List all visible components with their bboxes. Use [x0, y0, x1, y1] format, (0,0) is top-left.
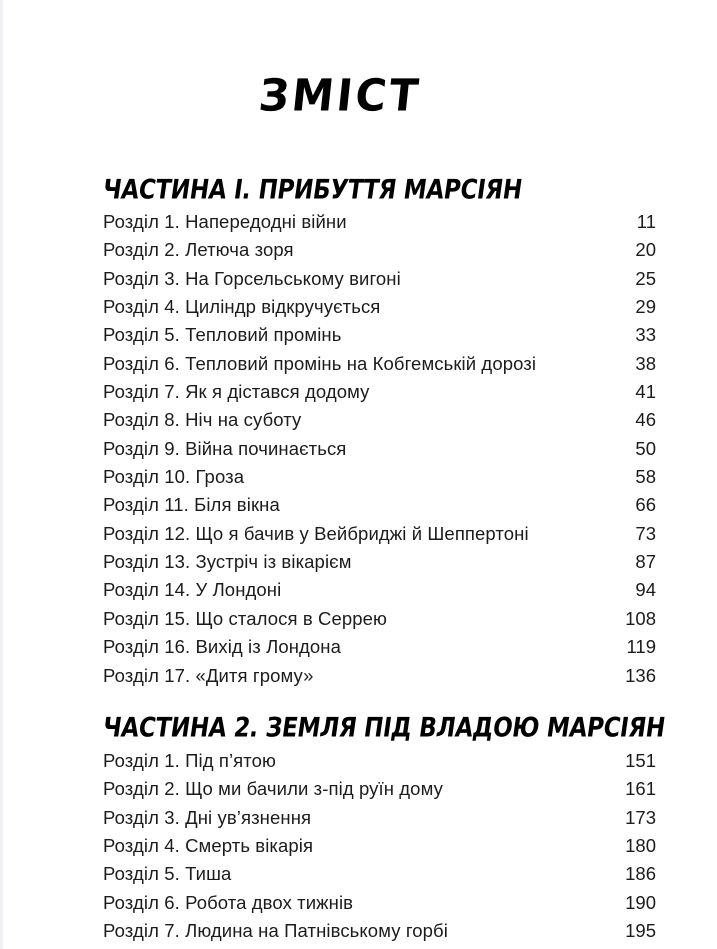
chapter-title: Розділ 2. Що ми бачили з-під руїн дому — [103, 778, 443, 800]
chapter-title: Розділ 10. Гроза — [103, 466, 245, 488]
toc-page — [100, 0, 668, 949]
chapter-page-number: 50 — [635, 437, 656, 459]
toc-entry[interactable] — [103, 463, 656, 491]
chapter-page-number: 38 — [635, 352, 656, 374]
chapter-page-number: 119 — [626, 636, 656, 658]
chapter-title: Розділ 9. Війна починається — [103, 437, 347, 459]
toc-entry[interactable] — [103, 265, 656, 293]
chapter-page-number: 33 — [635, 324, 656, 346]
chapter-page-number: 173 — [625, 806, 656, 828]
chapter-page-number: 66 — [635, 494, 656, 516]
chapter-page-number: 46 — [635, 409, 656, 431]
chapter-title: Розділ 11. Біля вікна — [103, 494, 280, 516]
toc-entry[interactable] — [103, 548, 656, 576]
toc-entry[interactable] — [103, 747, 656, 775]
chapter-page-number: 180 — [625, 835, 656, 857]
toc-entry[interactable] — [103, 350, 656, 378]
toc-entry[interactable] — [103, 576, 656, 604]
chapter-title: Розділ 16. Вихід із Лондона — [103, 636, 342, 658]
chapter-page-number: 20 — [635, 239, 656, 261]
chapter-page-number: 29 — [635, 296, 656, 318]
chapter-page-number: 73 — [635, 522, 656, 544]
chapter-page-number: 11 — [636, 211, 656, 232]
part-chapter-list — [103, 747, 656, 945]
chapter-page-number: 161 — [625, 778, 656, 800]
chapter-title: Розділ 2. Летюча зоря — [103, 239, 294, 261]
toc-entry[interactable] — [103, 321, 656, 349]
chapter-title: Розділ 17. «Дитя грому» — [103, 664, 314, 686]
toc-entry[interactable] — [103, 889, 656, 917]
chapter-title: Розділ 4. Смерть вікарія — [103, 835, 314, 857]
chapter-title: Розділ 7. Як я дістався додому — [103, 381, 370, 403]
chapter-page-number: 151 — [625, 750, 656, 771]
chapter-page-number: 195 — [625, 920, 656, 942]
toc-entry[interactable] — [103, 804, 656, 832]
chapter-title: Розділ 6. Тепловий промінь на Кобгемській дорозі — [103, 352, 537, 374]
chapter-title: Розділ 14. У Лондоні — [103, 579, 282, 601]
toc-entry[interactable] — [103, 633, 656, 661]
chapter-title: Розділ 7. Людина на Патнівському горбі — [103, 920, 448, 942]
chapter-page-number: 87 — [635, 551, 656, 573]
toc-entry[interactable] — [103, 775, 656, 803]
chapter-title: Розділ 1. Під п’ятою — [103, 750, 277, 771]
page-edge-strip — [0, 0, 3, 949]
toc-entry[interactable] — [103, 236, 656, 264]
chapter-page-number: 108 — [625, 607, 656, 629]
chapter-title: Розділ 13. Зустріч із вікарієм — [103, 551, 352, 573]
toc-entry[interactable] — [103, 491, 656, 519]
chapter-title: Розділ 15. Що сталося в Серрею — [103, 607, 388, 629]
toc-entry[interactable] — [103, 293, 656, 321]
part-heading: ЧАСТИНА 2. ЗЕМЛЯ ПІД ВЛАДОЮ МАРСІЯН — [100, 711, 668, 744]
part-heading: ЧАСТИНА І. ПРИБУТТЯ МАРСІЯН — [100, 173, 525, 206]
toc-entry[interactable] — [103, 520, 656, 548]
chapter-title: Розділ 4. Циліндр відкручується — [103, 296, 381, 318]
toc-entry[interactable] — [103, 917, 656, 945]
toc-title: ЗМІСТ — [256, 69, 424, 122]
toc-entry[interactable] — [103, 378, 656, 406]
chapter-page-number: 94 — [635, 579, 656, 601]
chapter-title: Розділ 1. Напередодні війни — [103, 211, 347, 232]
chapter-page-number: 58 — [635, 466, 656, 488]
chapter-page-number: 25 — [635, 267, 656, 289]
toc-entry[interactable] — [103, 605, 656, 633]
toc-entry[interactable] — [103, 662, 656, 690]
chapter-page-number: 41 — [635, 381, 656, 403]
chapter-title: Розділ 5. Тепловий промінь — [103, 324, 342, 346]
part-chapter-list — [103, 208, 656, 690]
chapter-title: Розділ 3. Дні ув’язнення — [103, 806, 312, 828]
chapter-title: Розділ 6. Робота двох тижнів — [103, 891, 354, 913]
chapter-page-number: 190 — [625, 891, 656, 913]
chapter-title: Розділ 12. Що я бачив у Вейбриджі й Шеппертоні — [103, 522, 529, 544]
toc-entry[interactable] — [103, 435, 656, 463]
chapter-page-number: 186 — [625, 863, 656, 885]
toc-entry[interactable] — [103, 832, 656, 860]
chapter-title: Розділ 3. На Горсельському вигоні — [103, 267, 401, 289]
chapter-page-number: 136 — [625, 664, 656, 686]
chapter-title: Розділ 5. Тиша — [103, 863, 232, 885]
toc-entry[interactable] — [103, 406, 656, 434]
chapter-title: Розділ 8. Ніч на суботу — [103, 409, 302, 431]
toc-entry[interactable] — [103, 860, 656, 888]
toc-entry[interactable] — [103, 208, 656, 236]
